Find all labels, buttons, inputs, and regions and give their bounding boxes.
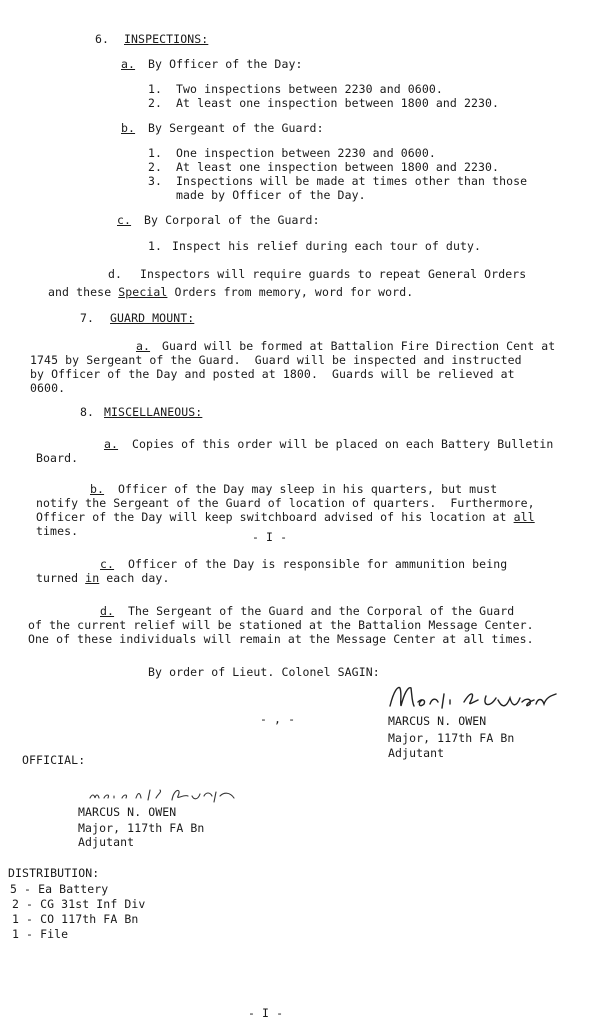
section-8b-line-3	[36, 510, 535, 524]
section-6-number: 6.	[95, 32, 110, 46]
section-6d-line-2-underlined: Special	[118, 285, 168, 299]
section-8c-line-2-start: turned	[36, 571, 86, 585]
section-7-heading: GUARD MOUNT:	[110, 311, 195, 325]
small-mark: - , -	[260, 712, 296, 726]
section-8d-line-1: The Sergeant of the Guard and the Corporal of the Guard	[128, 604, 515, 618]
section-8a-line-1: Copies of this order will be placed on each Battery Bulletin	[132, 437, 554, 451]
section-6b-item-1-number: 1.	[148, 146, 163, 160]
section-6c-item-1-text: Inspect his relief during each tour of duty.	[172, 239, 482, 253]
section-8c-line-2-end: each day.	[99, 571, 170, 585]
section-6b-item-3-text: Inspections will be made at times other than those	[176, 174, 528, 188]
signature-right-name: MARCUS N. OWEN	[388, 714, 487, 728]
section-6c-letter: c.	[117, 213, 132, 227]
order-line: By order of Lieut. Colonel SAGIN:	[148, 665, 380, 679]
section-6a-letter: a.	[121, 57, 136, 71]
distribution-item-4: 1 - File	[12, 927, 69, 941]
section-8c-line-2	[36, 571, 169, 585]
section-6b-letter: b.	[121, 121, 136, 135]
section-8b-line-2: notify the Sergeant of the Guard of location of quarters. Furthermore,	[36, 496, 535, 510]
section-6d-line-1: Inspectors will require guards to repeat General Orders	[140, 267, 527, 281]
section-6b-title: By Sergeant of the Guard:	[148, 121, 324, 135]
official-title: Adjutant	[78, 835, 135, 849]
distribution-item-1: 5 - Ea Battery	[10, 882, 109, 896]
section-8d-line-3: One of these individuals will remain at the Message Center at all times.	[28, 632, 534, 646]
section-8b-line-3-start: Officer of the Day will keep switchboard advised of his location at	[36, 510, 514, 524]
section-6a-item-2-text: At least one inspection between 1800 and 2230.	[176, 96, 500, 110]
signature-right-handwritten	[386, 680, 566, 714]
section-7-line-3: by Officer of the Day and posted at 1800. Guards will be relieved at	[30, 367, 515, 381]
section-6b-item-3-continuation: made by Officer of the Day.	[176, 188, 366, 202]
section-8d-line-2: of the current relief will be stationed at the Battalion Message Center.	[28, 618, 534, 632]
mid-page-mark: - I -	[252, 530, 288, 544]
official-name: MARCUS N. OWEN	[78, 805, 177, 819]
signature-official-handwritten	[86, 782, 238, 806]
section-6d-line-2-end: Orders from memory, word for word.	[167, 285, 414, 299]
section-8a-letter: a.	[104, 437, 119, 451]
section-6b-item-2-text: At least one inspection between 1800 and 2230.	[176, 160, 500, 174]
section-8c-line-1: Officer of the Day is responsible for ammunition being	[128, 557, 508, 571]
section-6a-item-1-number: 1.	[148, 82, 163, 96]
section-7-line-4: 0600.	[30, 381, 66, 395]
section-6d-letter: d.	[108, 267, 123, 281]
section-8b-line-3-underlined: all	[513, 510, 535, 524]
section-6a-item-1-text: Two inspections between 2230 and 0600.	[176, 82, 443, 96]
section-6-heading: INSPECTIONS:	[124, 32, 209, 46]
section-8b-line-4: times.	[36, 524, 79, 538]
section-8-number: 8.	[80, 405, 95, 419]
section-8a-line-2: Board.	[36, 451, 79, 465]
section-8d-letter: d.	[100, 604, 115, 618]
section-8c-line-2-underlined: in	[85, 571, 100, 585]
section-6b-item-2-number: 2.	[148, 160, 163, 174]
section-8b-letter: b.	[90, 482, 105, 496]
section-8b-line-1: Officer of the Day may sleep in his quarters, but must	[118, 482, 498, 496]
section-7-number: 7.	[80, 311, 95, 325]
distribution-item-2: 2 - CG 31st Inf Div	[12, 897, 146, 911]
section-6d-line-2-start: and these	[48, 285, 119, 299]
section-6b-item-3-number: 3.	[148, 174, 163, 188]
section-6a-item-2-number: 2.	[148, 96, 163, 110]
section-8-heading: MISCELLANEOUS:	[104, 405, 203, 419]
section-7a-letter: a.	[136, 339, 151, 353]
signature-right-title: Adjutant	[388, 746, 445, 760]
section-7-line-1: Guard will be formed at Battalion Fire Direction Cent at	[162, 339, 556, 353]
official-label: OFFICIAL:	[22, 753, 86, 767]
page-footer-mark: - I -	[248, 1006, 284, 1020]
section-6b-item-1-text: One inspection between 2230 and 0600.	[176, 146, 436, 160]
section-6d-line-2	[48, 285, 413, 299]
section-7-line-2: 1745 by Sergeant of the Guard. Guard will be inspected and instructed	[30, 353, 522, 367]
official-rank: Major, 117th FA Bn	[78, 821, 205, 835]
section-6a-title: By Officer of the Day:	[148, 57, 303, 71]
signature-right-rank: Major, 117th FA Bn	[388, 731, 515, 745]
distribution-item-3: 1 - CO 117th FA Bn	[12, 912, 139, 926]
section-8c-letter: c.	[100, 557, 115, 571]
section-6c-title: By Corporal of the Guard:	[144, 213, 320, 227]
distribution-label: DISTRIBUTION:	[8, 866, 100, 880]
section-6c-item-1-number: 1.	[148, 239, 163, 253]
